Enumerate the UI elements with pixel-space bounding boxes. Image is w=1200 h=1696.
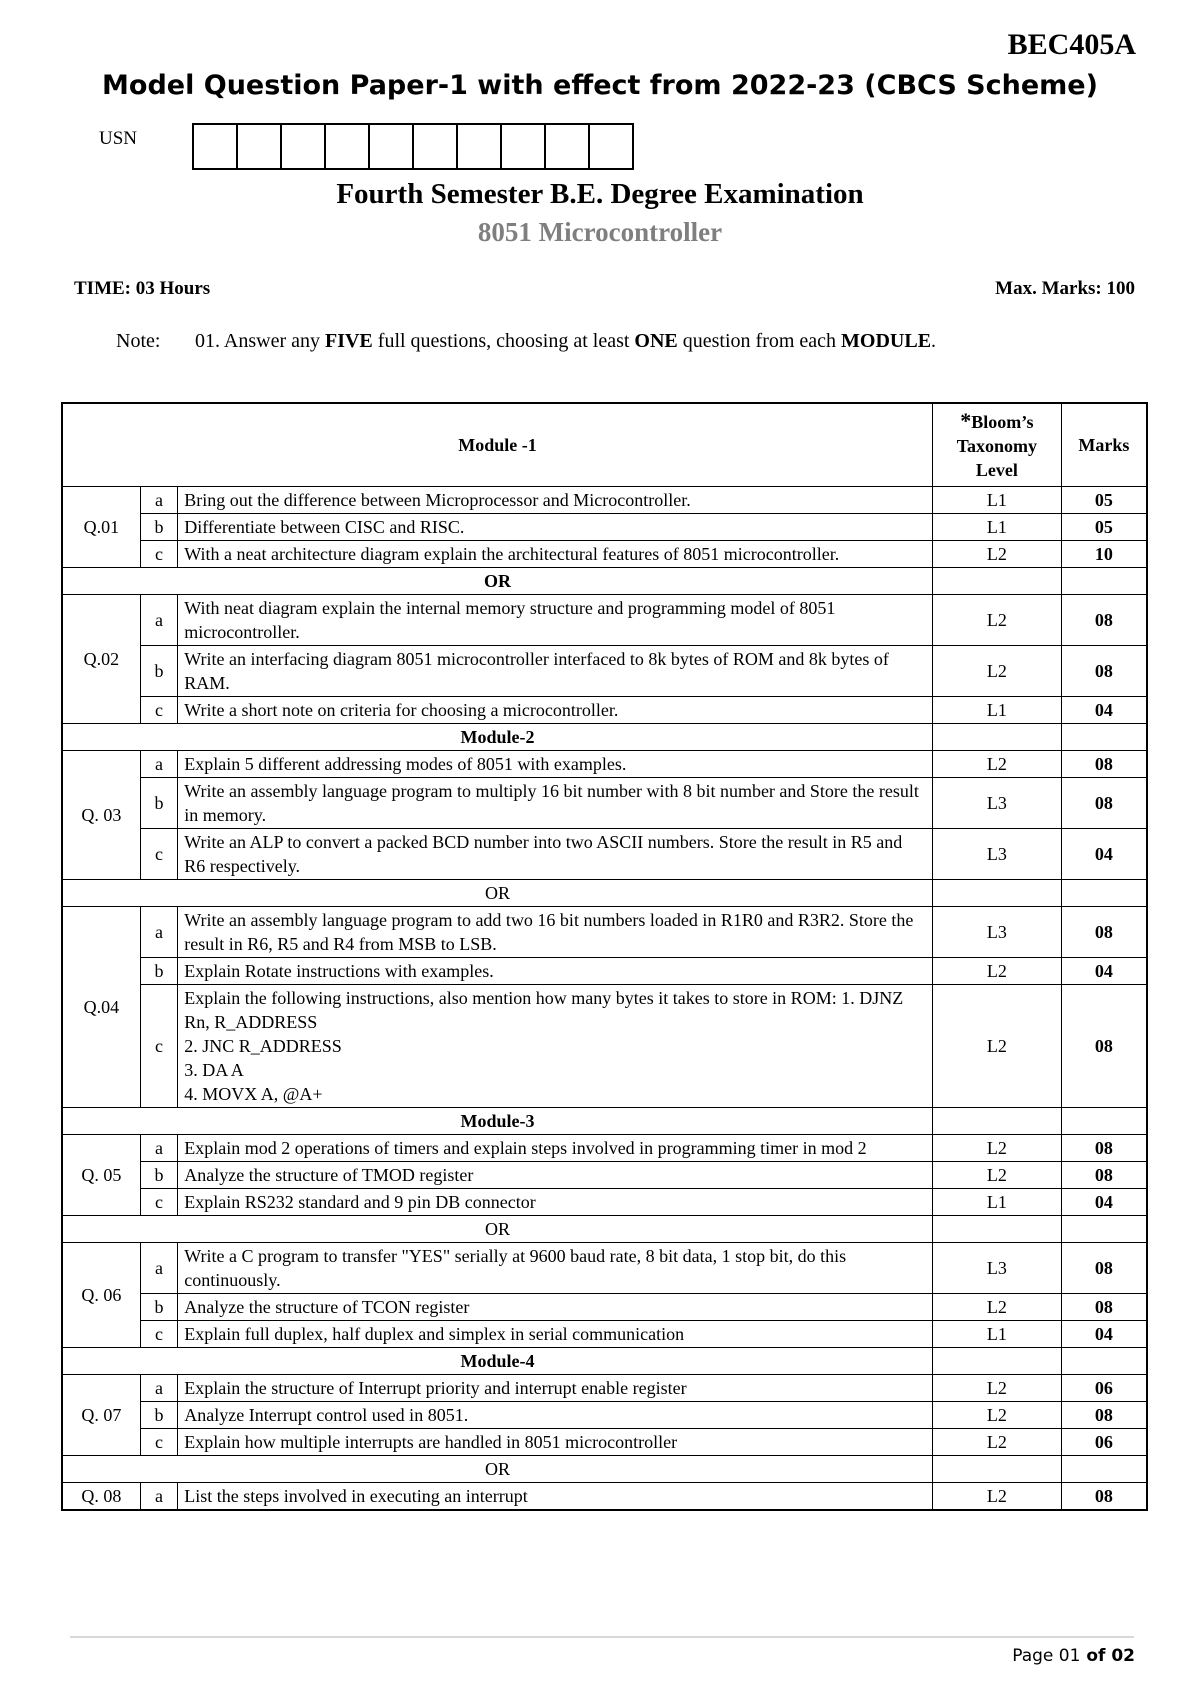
question-text: Write an assembly language program to add two 16 bit numbers loaded in R1R0 and R3R2. Store the result in R6, R5 and R4 from MSB to LSB. <box>178 907 933 958</box>
paper-title: Model Question Paper-1 with effect from 2022-23 (CBCS Scheme) <box>102 70 1098 101</box>
marks: 08 <box>1061 1402 1147 1429</box>
bloom-level: L2 <box>933 958 1062 985</box>
module-1-heading: Module -1 <box>62 403 933 487</box>
question-text: With neat diagram explain the internal memory structure and programming model of 8051 microcontroller. <box>178 595 933 646</box>
table-row <box>62 1321 1147 1348</box>
empty-cell <box>1061 1348 1147 1375</box>
question-text: Write an interfacing diagram 8051 microcontroller interfaced to 8k bytes of ROM and 8k bytes of RAM. <box>178 646 933 697</box>
marks: 05 <box>1061 487 1147 514</box>
sub-question-letter: c <box>140 697 178 724</box>
table-row <box>62 514 1147 541</box>
course-code: BEC405A <box>1007 28 1136 61</box>
usn-box[interactable] <box>590 125 634 168</box>
question-number: Q. 03 <box>62 751 140 880</box>
usn-box[interactable] <box>282 125 326 168</box>
question-text: Analyze the structure of TCON register <box>178 1294 933 1321</box>
sub-question-letter: a <box>140 907 178 958</box>
sub-question-letter: a <box>140 1375 178 1402</box>
bloom-level: L1 <box>933 487 1062 514</box>
or-row <box>62 568 1147 595</box>
table-row <box>62 697 1147 724</box>
empty-cell <box>1061 1216 1147 1243</box>
marks: 06 <box>1061 1375 1147 1402</box>
sub-question-letter: c <box>140 541 178 568</box>
marks: 04 <box>1061 1321 1147 1348</box>
or-row <box>62 880 1147 907</box>
page-number <box>1012 1646 1135 1666</box>
usn-boxes <box>192 123 634 170</box>
bloom-level: L2 <box>933 751 1062 778</box>
sub-question-letter: a <box>140 487 178 514</box>
sub-question-letter: a <box>140 1243 178 1294</box>
sub-question-letter: b <box>140 1162 178 1189</box>
sub-question-letter: b <box>140 1402 178 1429</box>
bloom-level: L2 <box>933 1162 1062 1189</box>
or-separator: OR <box>62 568 933 595</box>
page-total: 02 <box>1111 1646 1135 1666</box>
question-text: With a neat architecture diagram explain the architectural features of 8051 microcontroller. <box>178 541 933 568</box>
question-text: Analyze the structure of TMOD register <box>178 1162 933 1189</box>
question-text: Analyze Interrupt control used in 8051. <box>178 1402 933 1429</box>
marks: 04 <box>1061 1189 1147 1216</box>
marks: 08 <box>1061 778 1147 829</box>
page-of: of <box>1080 1646 1112 1666</box>
sub-question-letter: c <box>140 829 178 880</box>
usn-box[interactable] <box>414 125 458 168</box>
usn-box[interactable] <box>370 125 414 168</box>
question-number: Q. 07 <box>62 1375 140 1456</box>
empty-cell <box>933 1348 1062 1375</box>
empty-cell <box>933 880 1062 907</box>
note-one: ONE <box>634 330 678 352</box>
question-text: Write an ALP to convert a packed BCD number into two ASCII numbers. Store the result in R5 and R6 respectively. <box>178 829 933 880</box>
question-text: Write an assembly language program to multiply 16 bit number with 8 bit number and Store the result in memory. <box>178 778 933 829</box>
note-prefix: 01. Answer any <box>195 330 325 352</box>
bloom-level: L2 <box>933 1135 1062 1162</box>
sub-question-letter: b <box>140 646 178 697</box>
marks-header: Marks <box>1061 403 1147 487</box>
table-row <box>62 1135 1147 1162</box>
question-text-line: 3. DA A <box>184 1060 244 1080</box>
table-header-row <box>62 403 1147 487</box>
usn-box[interactable] <box>458 125 502 168</box>
bloom-header-line: Taxonomy <box>956 435 1038 456</box>
usn-box[interactable] <box>502 125 546 168</box>
marks: 08 <box>1061 1294 1147 1321</box>
question-text: Explain the structure of Interrupt priority and interrupt enable register <box>178 1375 933 1402</box>
bloom-level: L3 <box>933 907 1062 958</box>
semester-heading: Fourth Semester B.E. Degree Examination <box>336 178 864 210</box>
marks: 08 <box>1061 1243 1147 1294</box>
or-row <box>62 1456 1147 1483</box>
module-row <box>62 724 1147 751</box>
bloom-level: L2 <box>933 1375 1062 1402</box>
marks: 04 <box>1061 958 1147 985</box>
empty-cell <box>1061 880 1147 907</box>
table-row <box>62 1162 1147 1189</box>
table-row <box>62 1189 1147 1216</box>
subject-heading: 8051 Microcontroller <box>477 217 723 247</box>
table-row <box>62 1402 1147 1429</box>
footer-divider <box>70 1636 1134 1638</box>
table-row <box>62 595 1147 646</box>
question-text: Bring out the difference between Microprocessor and Microcontroller. <box>178 487 933 514</box>
bloom-level: L1 <box>933 1321 1062 1348</box>
marks: 10 <box>1061 541 1147 568</box>
or-separator: OR <box>62 880 933 907</box>
page-current: 01 <box>1058 1646 1081 1666</box>
usn-label: USN <box>99 128 138 149</box>
empty-cell <box>1061 724 1147 751</box>
bloom-header-line: Bloom’s <box>971 411 1034 432</box>
empty-cell <box>1061 1456 1147 1483</box>
bloom-level: L3 <box>933 778 1062 829</box>
marks: 04 <box>1061 697 1147 724</box>
empty-cell <box>933 1456 1062 1483</box>
module-4-heading: Module-4 <box>62 1348 933 1375</box>
bloom-level: L1 <box>933 697 1062 724</box>
sub-question-letter: c <box>140 1189 178 1216</box>
note-label: Note: <box>116 330 161 352</box>
sub-question-letter: a <box>140 1483 178 1511</box>
sub-question-letter: a <box>140 751 178 778</box>
empty-cell <box>1061 568 1147 595</box>
question-text: Explain full duplex, half duplex and simplex in serial communication <box>178 1321 933 1348</box>
module-3-heading: Module-3 <box>62 1108 933 1135</box>
question-text: Explain Rotate instructions with examples. <box>178 958 933 985</box>
table-row <box>62 646 1147 697</box>
sub-question-letter: c <box>140 985 178 1108</box>
sub-question-letter: c <box>140 1429 178 1456</box>
question-number: Q. 05 <box>62 1135 140 1216</box>
note-five: FIVE <box>324 330 373 352</box>
sub-question-letter: b <box>140 958 178 985</box>
question-text-line: Explain the following instructions, also mention how many bytes it takes to store in ROM: 1. DJNZ Rn, R_ADDRESS <box>184 988 904 1032</box>
empty-cell <box>933 1216 1062 1243</box>
marks: 08 <box>1061 751 1147 778</box>
sub-question-letter: c <box>140 1321 178 1348</box>
table-row <box>62 907 1147 958</box>
question-number: Q. 08 <box>62 1483 140 1511</box>
or-separator: OR <box>62 1456 933 1483</box>
marks: 08 <box>1061 1483 1147 1511</box>
question-text-line: 4. MOVX A, @A+ <box>184 1084 323 1104</box>
marks: 08 <box>1061 646 1147 697</box>
usn-box[interactable] <box>194 125 238 168</box>
empty-cell <box>933 568 1062 595</box>
question-text: Explain RS232 standard and 9 pin DB connector <box>178 1189 933 1216</box>
question-text: List the steps involved in executing an interrupt <box>178 1483 933 1511</box>
question-text: Write a C program to transfer "YES" serially at 9600 baud rate, 8 bit data, 1 stop bit, do this continuously. <box>178 1243 933 1294</box>
question-text-line: 2. JNC R_ADDRESS <box>184 1036 342 1056</box>
sub-question-letter: b <box>140 778 178 829</box>
marks: 05 <box>1061 514 1147 541</box>
bloom-level: L2 <box>933 646 1062 697</box>
question-text: Explain how multiple interrupts are handled in 8051 microcontroller <box>178 1429 933 1456</box>
question-number: Q.04 <box>62 907 140 1108</box>
bloom-header-line: Level <box>975 459 1018 480</box>
marks: 06 <box>1061 1429 1147 1456</box>
marks: 08 <box>1061 907 1147 958</box>
bloom-level: L2 <box>933 1429 1062 1456</box>
bloom-level: L1 <box>933 514 1062 541</box>
sub-question-letter: b <box>140 1294 178 1321</box>
table-row <box>62 985 1147 1108</box>
table-row <box>62 778 1147 829</box>
note-mid2: question from each <box>677 330 842 352</box>
table-row <box>62 751 1147 778</box>
bloom-header <box>933 403 1062 487</box>
question-text: Explain 5 different addressing modes of 8051 with examples. <box>178 751 933 778</box>
question-text <box>178 985 933 1108</box>
bloom-level: L2 <box>933 985 1062 1108</box>
usn-box[interactable] <box>326 125 370 168</box>
table-row <box>62 1294 1147 1321</box>
note-module: MODULE <box>841 330 932 352</box>
bloom-level: L2 <box>933 541 1062 568</box>
empty-cell <box>1061 1108 1147 1135</box>
table-row <box>62 958 1147 985</box>
bloom-level: L3 <box>933 1243 1062 1294</box>
marks: 08 <box>1061 985 1147 1108</box>
question-number: Q.02 <box>62 595 140 724</box>
module-row <box>62 1348 1147 1375</box>
marks: 08 <box>1061 1162 1147 1189</box>
sub-question-letter: a <box>140 595 178 646</box>
question-text: Write a short note on criteria for choosing a microcontroller. <box>178 697 933 724</box>
question-number: Q.01 <box>62 487 140 568</box>
question-table <box>61 402 1148 1511</box>
or-separator: OR <box>62 1216 933 1243</box>
note-end: . <box>931 330 937 352</box>
marks: 04 <box>1061 829 1147 880</box>
module-row <box>62 1108 1147 1135</box>
bloom-level: L2 <box>933 1402 1062 1429</box>
table-row <box>62 829 1147 880</box>
exam-time: TIME: 03 Hours <box>74 278 211 299</box>
bloom-level: L3 <box>933 829 1062 880</box>
usn-box[interactable] <box>546 125 590 168</box>
sub-question-letter: b <box>140 514 178 541</box>
note-mid1: full questions, choosing at least <box>372 330 635 352</box>
empty-cell <box>933 1108 1062 1135</box>
page-prefix: Page <box>1012 1646 1059 1666</box>
bloom-level: L2 <box>933 1294 1062 1321</box>
question-number: Q. 06 <box>62 1243 140 1348</box>
empty-cell <box>933 724 1062 751</box>
sub-question-letter: a <box>140 1135 178 1162</box>
table-row <box>62 487 1147 514</box>
table-row <box>62 541 1147 568</box>
marks: 08 <box>1061 595 1147 646</box>
usn-box[interactable] <box>238 125 282 168</box>
max-marks: Max. Marks: 100 <box>995 278 1135 299</box>
module-2-heading: Module-2 <box>62 724 933 751</box>
table-row <box>62 1429 1147 1456</box>
question-text: Differentiate between CISC and RISC. <box>178 514 933 541</box>
table-row <box>62 1483 1147 1511</box>
bloom-level: L2 <box>933 595 1062 646</box>
question-text: Explain mod 2 operations of timers and explain steps involved in programming timer in mod 2 <box>178 1135 933 1162</box>
bloom-star: * <box>960 407 972 433</box>
table-row <box>62 1243 1147 1294</box>
marks: 08 <box>1061 1135 1147 1162</box>
or-row <box>62 1216 1147 1243</box>
note-text <box>195 330 936 353</box>
bloom-level: L2 <box>933 1483 1062 1511</box>
bloom-level: L1 <box>933 1189 1062 1216</box>
table-row <box>62 1375 1147 1402</box>
